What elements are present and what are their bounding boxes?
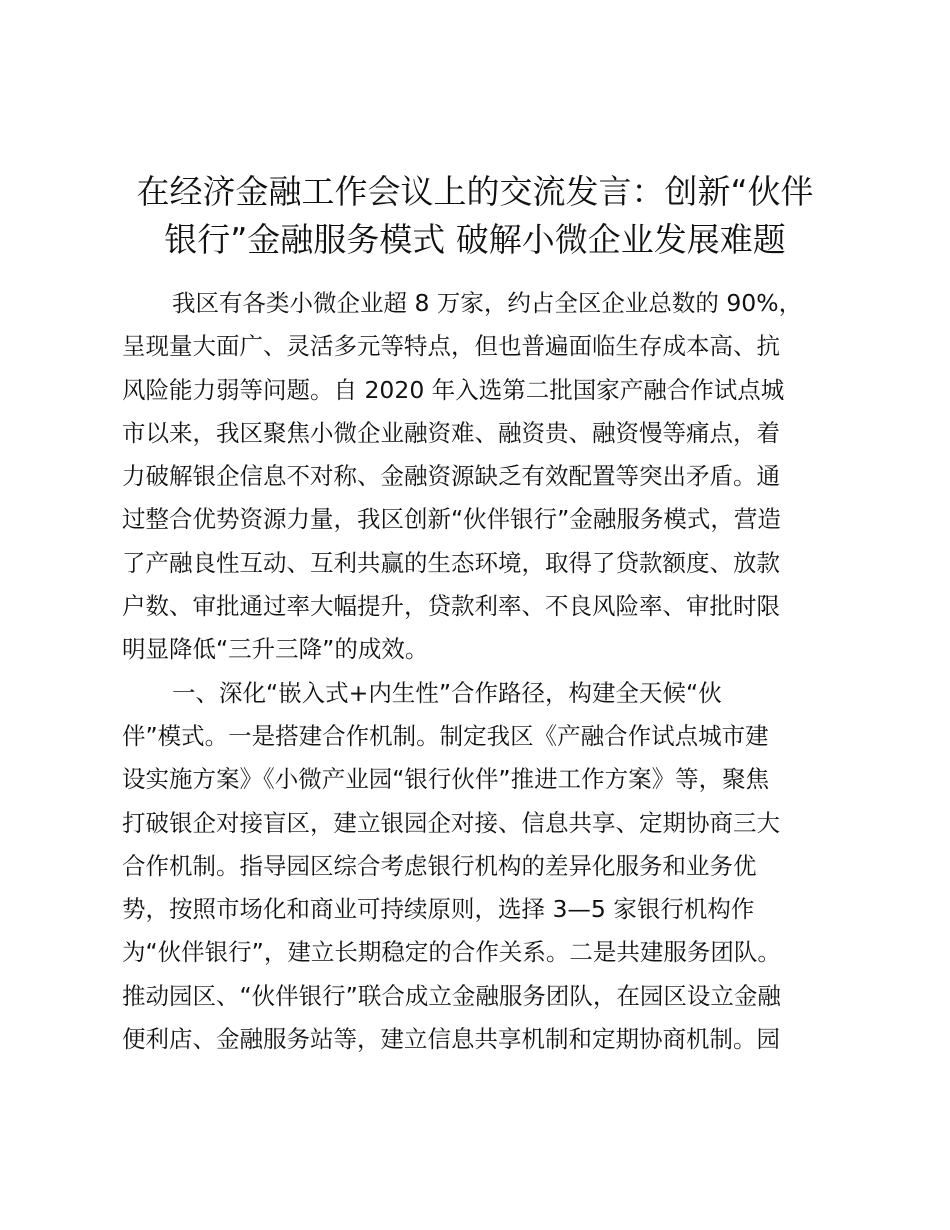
document-body	[122, 282, 828, 1061]
body-line-1: 我区有各类小微企业超 8 万家，约占全区企业总数的 90%，	[172, 289, 803, 317]
body-line-6: 过整合优势资源力量，我区创新“伙伴银行”金融服务模式，营造	[122, 505, 781, 534]
body-line-18: 便利店、金融服务站等，建立信息共享机制和定期协商机制。园	[122, 1025, 780, 1054]
body-line-9: 明显降低“三升三降”的成效。	[122, 635, 429, 664]
body-line-2: 呈现量大面广、灵活多元等特点，但也普遍面临生存成本高、抗	[122, 332, 780, 361]
body-line-8: 户数、审批通过率大幅提升，贷款利率、不良风险率、审批时限	[122, 592, 780, 621]
body-line-17: 推动园区、“伙伴银行”联合成立金融服务团队，在园区设立金融	[122, 981, 781, 1010]
body-line-10: 一、深化“嵌入式+内生性”合作路径，构建全天候“伙	[172, 678, 722, 707]
body-line-13: 打破银企对接盲区，建立银园企对接、信息共享、定期协商三大	[122, 808, 780, 837]
body-line-16: 为“伙伴银行”，建立长期稳定的合作关系。二是共建服务团队。	[122, 938, 781, 967]
body-line-4: 市以来，我区聚焦小微企业融资难、融资贵、融资慢等痛点，着	[122, 418, 780, 447]
title-line-2: 银行”金融服务模式 破解小微企业发展难题	[164, 220, 786, 259]
document-title	[100, 168, 850, 264]
body-line-5: 力破解银企信息不对称、金融资源缺乏有效配置等突出矛盾。通	[122, 462, 780, 491]
body-line-7: 了产融良性互动、互利共赢的生态环境，取得了贷款额度、放款	[122, 548, 780, 577]
body-line-3: 风险能力弱等问题。自 2020 年入选第二批国家产融合作试点城	[122, 375, 785, 404]
body-line-11: 伴”模式。一是搭建合作机制。制定我区《产融合作试点城市建	[122, 721, 769, 750]
body-line-15: 势，按照市场化和商业可持续原则，选择 3—5 家银行机构作	[122, 895, 755, 924]
body-line-14: 合作机制。指导园区综合考虑银行机构的差异化服务和业务优	[122, 851, 757, 880]
body-line-12: 设实施方案》《小微产业园“银行伙伴”推进工作方案》等，聚焦	[122, 765, 770, 794]
title-line-1: 在经济金融工作会议上的交流发言：创新“伙伴	[136, 172, 814, 211]
